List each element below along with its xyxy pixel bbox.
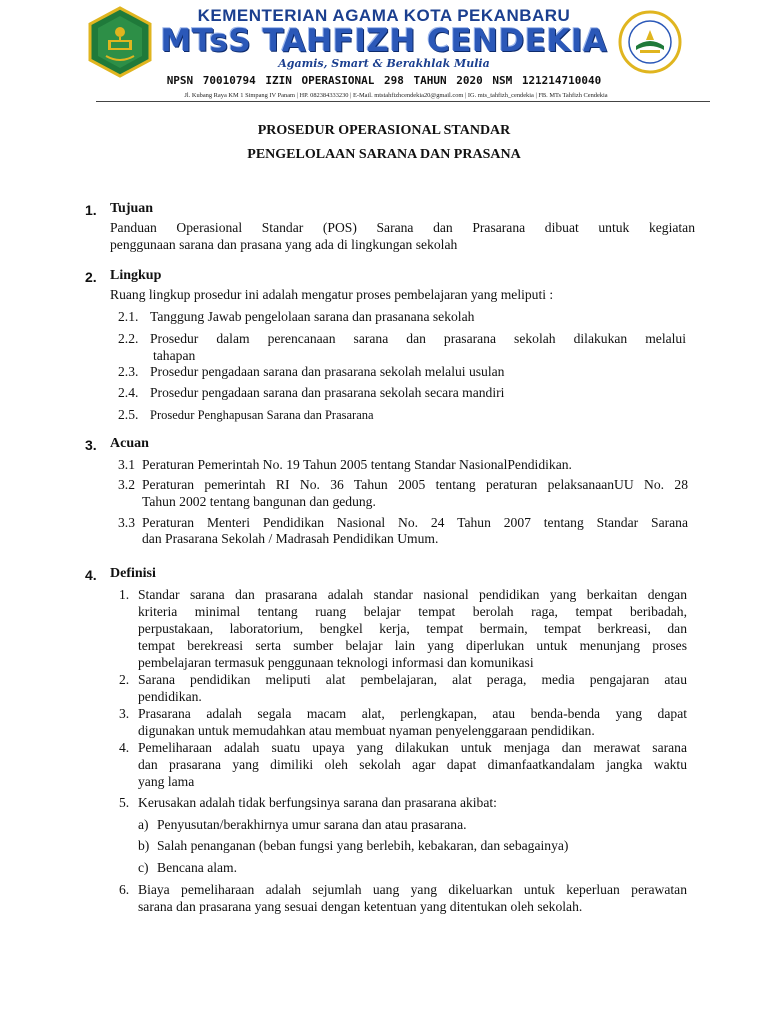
definition-number: 6.	[119, 882, 130, 897]
definition-line: sarana dan prasarana yang sesuai dengan ketentuan yang ditentukan oleh sekolah.	[138, 899, 583, 914]
list-item: Peraturan Pemerintah No. 19 Tahun 2005 tentang Standar NasionalPendidikan.	[142, 457, 572, 472]
list-item-continuation: Tahun 2002 tentang bangunan dan gedung.	[142, 494, 376, 509]
list-item-continuation: tahapan	[153, 348, 196, 363]
list-item-number: 3.2	[118, 477, 135, 492]
list-item-number: 2.3.	[118, 364, 139, 379]
section-heading: Acuan	[110, 436, 149, 451]
letterhead	[0, 0, 768, 104]
definition-line: digunakan untuk memudahkan atau membuat nyaman penyelenggaraan pendidikan.	[138, 723, 595, 738]
definition-number: 2.	[119, 672, 130, 687]
sub-item: Penyusutan/berakhirnya umur sarana dan atau prasarana.	[157, 817, 467, 832]
sub-item-marker: a)	[138, 817, 149, 832]
sub-item-marker: b)	[138, 838, 150, 853]
definition-line: pendidikan.	[138, 689, 202, 704]
contact-info: Jl. Kubang Raya KM 1 Simpang IV Panam | HP. 082384333230 | E-Mail. mtstahfizhcendekia20@gmail.com | IG. mts_tahfizh_cendekia | FB. MTs Tahfizh Cendekia	[184, 92, 608, 99]
paragraph-line: Panduan Operasional Standar (POS) Sarana dan Prasarana dibuat untuk kegiatan	[110, 220, 695, 235]
list-item-number: 3.3	[118, 515, 135, 530]
kemenag-logo-icon	[86, 6, 154, 78]
definition-number: 3.	[119, 706, 130, 721]
section-heading: Lingkup	[110, 268, 162, 283]
list-item: Prosedur Penghapusan Sarana dan Prasarana	[150, 408, 374, 422]
list-item-number: 2.1.	[118, 309, 139, 324]
paragraph-line: penggunaan sarana dan prasana yang ada di lingkungan sekolah	[110, 237, 458, 252]
definition-line: Biaya pemeliharaan adalah sejumlah uang yang dikeluarkan untuk keperluan perawatan	[138, 882, 687, 897]
list-item-number: 3.1	[118, 457, 135, 472]
school-name: MTsS TAHFIZH CENDEKIA	[160, 23, 608, 59]
section-number: 4.	[85, 567, 97, 583]
section-number: 3.	[85, 437, 97, 453]
list-item-number: 2.4.	[118, 385, 139, 400]
definition-line: Prasarana adalah segala macam alat, perlengkapan, atau benda-benda yang dapat	[138, 706, 687, 721]
list-item: Peraturan pemerintah RI No. 36 Tahun 2005 tentang peraturan pelaksanaanUU No. 28	[142, 477, 688, 492]
list-item: Prosedur pengadaan sarana dan prasarana sekolah secara mandiri	[150, 385, 505, 400]
definition-line: kriteria minimal tentang ruang belajar tempat berolah raga, tempat beribadah,	[138, 604, 687, 619]
definition-line: tempat berekreasi serta sumber belajar lain yang diperlukan untuk menunjang proses	[138, 638, 687, 653]
definition-number: 1.	[119, 587, 130, 602]
definition-line: Pemeliharaan adalah suatu upaya yang dilakukan untuk menjaga dan merawat sarana	[138, 740, 687, 755]
sub-item: Salah penanganan (beban fungsi yang berlebih, kebakaran, dan sebagainya)	[157, 838, 569, 853]
document-title: PROSEDUR OPERASIONAL STANDAR	[257, 123, 511, 138]
list-item: Peraturan Menteri Pendidikan Nasional No. 24 Tahun 2007 tentang Standar Sarana	[142, 515, 688, 530]
definition-line: pembelajaran termasuk penggunaan teknologi informasi dan komunikasi	[138, 655, 534, 670]
document-subtitle: PENGELOLAAN SARANA DAN PRASANA	[247, 147, 521, 162]
school-identifiers: NPSN 70010794 IZIN OPERASIONAL 298 TAHUN 2020 NSM 121214710040	[166, 74, 602, 87]
list-item-number: 2.2.	[118, 331, 139, 346]
school-motto: Agamis, Smart & Berakhlak Mulia	[278, 57, 490, 70]
list-item: Prosedur pengadaan sarana dan prasarana sekolah melalui usulan	[150, 364, 505, 379]
school-seal-icon	[618, 10, 682, 74]
list-item: Tanggung Jawab pengelolaan sarana dan prasanana sekolah	[150, 309, 475, 324]
list-item: Prosedur dalam perencanaan sarana dan prasarana sekolah dilakukan melalui	[150, 331, 686, 346]
sub-item: Bencana alam.	[157, 860, 238, 875]
definition-number: 4.	[119, 740, 130, 755]
list-item-continuation: dan Prasarana Sekolah / Madrasah Pendidikan Umum.	[142, 531, 439, 546]
definition-number: 5.	[119, 795, 130, 810]
paragraph-line: Ruang lingkup prosedur ini adalah mengatur proses pembelajaran yang meliputi :	[110, 287, 554, 302]
definition-line: Sarana pendidikan meliputi alat pembelajaran, alat peraga, media pengajaran atau	[138, 672, 687, 687]
sub-item-marker: c)	[138, 860, 149, 875]
ministry-name: KEMENTERIAN AGAMA KOTA PEKANBARU	[197, 6, 571, 25]
definition-line: yang lama	[138, 774, 195, 789]
section-number: 2.	[85, 269, 97, 285]
definition-line: dan prasarana yang dimiliki oleh sekolah agar dapat dimanfaatkandalam jangka waktu	[138, 757, 687, 772]
section-heading: Tujuan	[110, 201, 154, 216]
section-number: 1.	[85, 202, 97, 218]
section-heading: Definisi	[110, 566, 156, 581]
letterhead-divider	[96, 101, 710, 102]
definition-line: Kerusakan adalah tidak berfungsinya sarana dan prasarana akibat:	[138, 795, 497, 810]
definition-line: Standar sarana dan prasarana adalah standar nasional pendidikan yang berkaitan dengan	[138, 587, 687, 602]
list-item-number: 2.5.	[118, 407, 139, 422]
definition-line: perpustakaan, laboratorium, bengkel kerja, tempat bermain, tempat berkreasi, dan	[138, 621, 687, 636]
